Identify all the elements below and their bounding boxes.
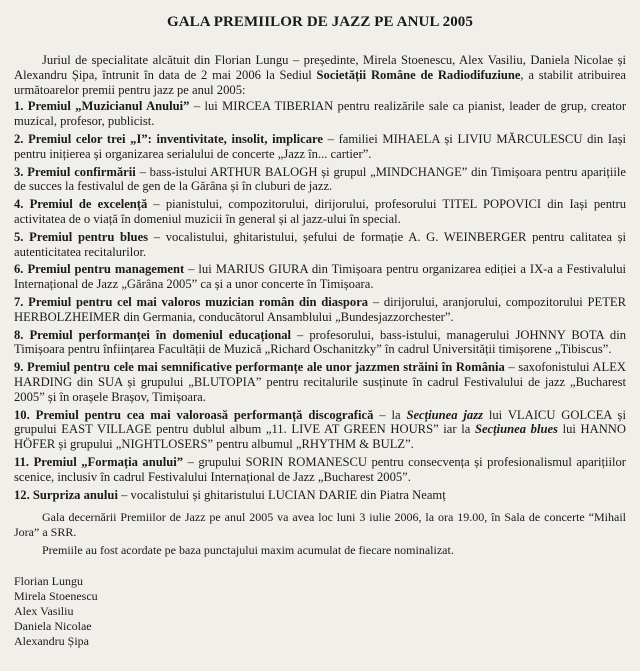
award-text: – saxofonistului ALEX HARDING din SUA și grupului „BLUTOPIA” pentru recitalurile susținute în cadrul Festivalului de jazz „Bucharest 2005” și în orașele Brașov, Timișoara. xyxy=(14,360,626,404)
award-text: – grupului SORIN ROMANESCU pentru consecvența și profesionalismul aparițiilor scenice, inclusiv în cadrul Festivalului Internațional de Jazz „Bucharest 2005”. xyxy=(14,454,626,484)
award-number: 9. xyxy=(14,360,24,375)
award-item-3 xyxy=(14,165,626,195)
signer-name: Florian Lungu xyxy=(14,573,83,588)
award-number: 3. xyxy=(14,164,24,179)
signer-name: Mirela Stoenescu xyxy=(14,588,98,603)
award-item-10 xyxy=(14,408,626,452)
award-name: Premiul pentru management xyxy=(27,262,185,277)
award-name: Surpriza anului xyxy=(32,487,118,502)
section-blues-label: Secțiunea blues xyxy=(474,422,558,437)
award-item-11 xyxy=(14,455,626,485)
award-item-8 xyxy=(14,328,626,358)
intro-text-before: Juriul de specialitate alcătuit din Florian Lungu – președinte, Mirela Stoenescu, Alex Vasiliu, Daniela Nicolae și Alexandru Șipa, întrunit în data de 2 mai 2006 la Sediul xyxy=(14,53,626,82)
award-name: Premiul pentru cea mai valoroasă performanță discografică xyxy=(35,407,374,422)
award-number: 11. xyxy=(14,454,30,469)
award-name: Premiul pentru cele mai semnificative performanțe ale unor jazzmen străini în România xyxy=(27,360,505,375)
award-number: 6. xyxy=(14,262,24,277)
award-name: Premiul performanței în domeniul educațional xyxy=(29,327,292,342)
award-name: Premiul de excelență xyxy=(29,197,148,212)
award-text: lui HANNO HÖFER și grupului „NIGHTLOSERS” pentru albumul „RHYTHM & BULZ”. xyxy=(14,422,626,452)
award-text: – profesorului, bass-istului, managerului JOHNNY BOTA din Timișoara pentru înființarea Facultății de Muzică „Richard Oschanitzky” în cadrul Universității timișorene „Tibiscus”. xyxy=(14,327,626,357)
award-text: – familiei MIHAELA și LIVIU MĂRCULESCU din Iași pentru inițierea și organizarea serialului de concerte „Jazz în... cartier”. xyxy=(14,131,627,161)
section-jazz-label: Secțiunea jazz xyxy=(406,407,483,422)
award-number: 10. xyxy=(14,407,30,422)
award-number: 4. xyxy=(14,197,24,212)
award-text: – la xyxy=(373,407,407,422)
award-item-7 xyxy=(14,295,626,325)
signer-name: Alex Vasiliu xyxy=(14,603,74,618)
award-text: – vocalistului și ghitaristului LUCIAN DARIE din Piatra Neamț xyxy=(117,487,446,502)
signers-list xyxy=(14,574,626,649)
award-number: 8. xyxy=(14,327,24,342)
signer-name: Alexandru Șipa xyxy=(14,633,89,648)
document-title: GALA PREMIILOR DE JAZZ PE ANUL 2005 xyxy=(166,14,474,30)
award-name: Premiul „Muzicianul Anului” xyxy=(27,99,190,114)
award-item-6 xyxy=(14,262,626,292)
award-text: lui VLAICU GOLCEA și grupului EAST VILLAGE pentru dublul album „11. LIVE AT GREEN HOURS” iar la xyxy=(14,407,626,437)
award-name: Premiul pentru blues xyxy=(29,229,149,244)
award-number: 2. xyxy=(14,131,24,146)
scoring-paragraph: Premiile au fost acordate pe baza punctajului maxim acumulat de fiecare nominalizat. xyxy=(42,543,454,558)
award-text: – dirijorului, aranjorului, compozitorului PETER HERBOLZHEIMER din Germania, conducătorul Ansamblului „Bundesjazzorchester”. xyxy=(14,294,626,324)
award-text: – lui MIRCEA TIBERIAN pentru realizările sale ca pianist, leader de grup, creator muzical, profesor, publicist. xyxy=(14,99,627,129)
award-text: – bass-istului ARTHUR BALOGH și grupul „MINDCHANGE” din Timișoara pentru aparițiile de succes la festivalul de gen de la Gărâna și în cluburi de jazz. xyxy=(14,164,626,194)
award-name: Premiul „Formația anului” xyxy=(33,454,184,469)
award-name: Premiul celor trei „I”: inventivitate, insolit, implicare xyxy=(28,131,323,146)
intro-text-bold: Societății Române de Radiodifuziune xyxy=(316,67,521,82)
award-name: Premiul confirmării xyxy=(27,164,136,179)
award-item-12 xyxy=(14,488,626,503)
award-item-4 xyxy=(14,197,626,227)
award-number: 7. xyxy=(14,294,24,309)
award-item-5 xyxy=(14,230,626,260)
award-item-1 xyxy=(14,99,626,129)
award-text: – pianistului, compozitorului, dirijorului, profesorului TITEL POPOVICI din Iași pentru activitatea de o viață în domeniul muzicii în general și al jazz-ului în special. xyxy=(14,197,626,226)
intro-text-after: , a stabilit atribuirea următoarelor premii pentru jazz pe anul 2005: xyxy=(14,67,626,97)
award-number: 12. xyxy=(14,487,30,502)
award-text: – lui MARIUS GIURA din Timișoara pentru organizarea ediției a IX-a a Festivalului Internațional de Jazz „Gărâna 2005” ca și a unor concerte în Timișoara. xyxy=(14,262,626,292)
intro-paragraph xyxy=(14,53,626,97)
award-text: – vocalistului, ghitaristului, șefului de formație A. G. WEINBERGER pentru calitatea și autenticitatea recitalurilor. xyxy=(14,229,627,259)
award-name: Premiul pentru cel mai valoros muzician român din diaspora xyxy=(28,294,369,309)
gala-paragraph: Gala decernării Premiilor de Jazz pe anul 2005 va avea loc luni 3 iulie 2006, la ora 19.00, în Sala de concerte “Mihail Jora” a SRR. xyxy=(14,510,626,539)
closing-section xyxy=(14,510,626,558)
award-number: 1. xyxy=(14,99,24,114)
signer-name: Daniela Nicolae xyxy=(14,618,92,633)
award-number: 5. xyxy=(14,229,24,244)
award-item-9 xyxy=(14,360,626,404)
award-item-2 xyxy=(14,132,626,162)
